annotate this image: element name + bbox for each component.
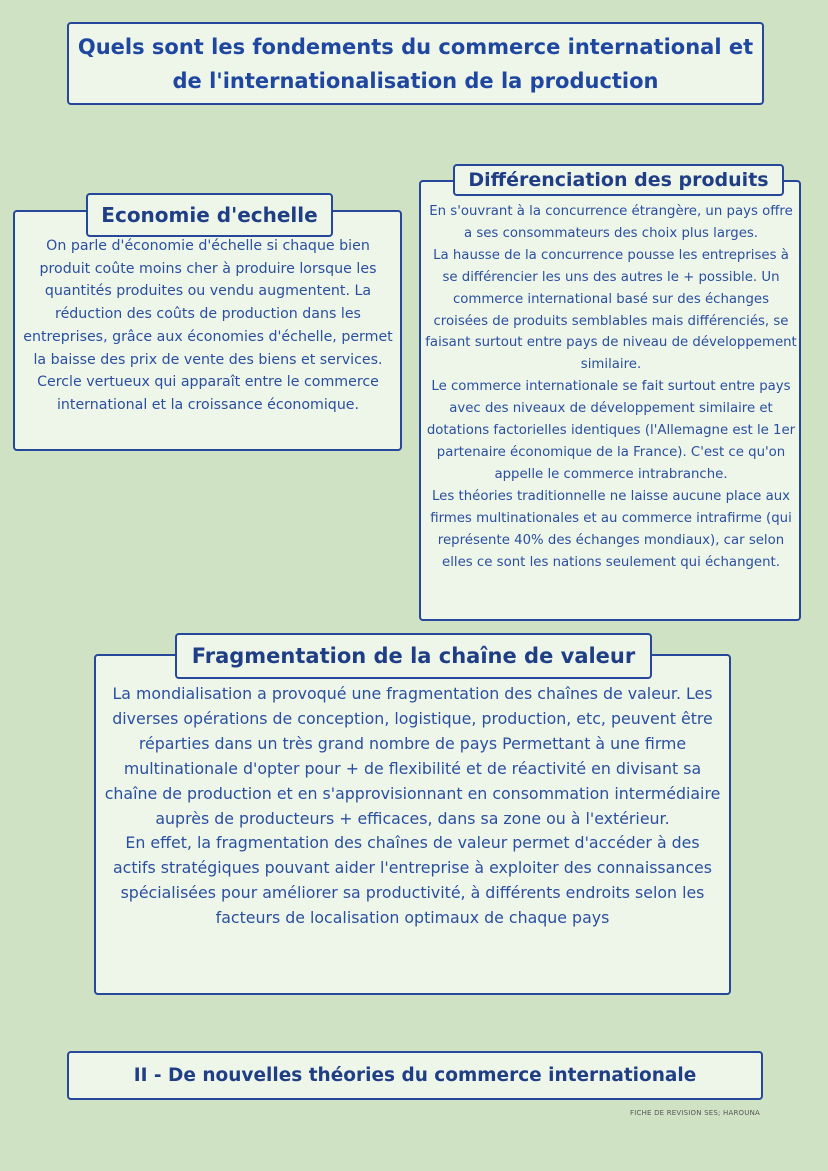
page-title-box [67, 22, 764, 105]
differenciation-text [424, 201, 798, 573]
differenciation-paragraph: Le commerce internationale se fait surtout entre pays avec des niveaux de développement similaire et dotations factorielles identiques (l'Allemagne est le 1er partenaire économique de la France). C'est ce qu'on appelle le commerce intrabranche. [426, 379, 796, 482]
economie-echelle-text: On parle d'économie d'échelle si chaque bien produit coûte moins cher à produire lorsque les quantités produites ou vendu augmentent. La réduction des coûts de production dans les entreprises, grâce aux économies d'échelle, permet la baisse des prix de vente des biens et services. Cercle vertueux qui apparaît entre le commerce international et la croissance économique. [23, 238, 393, 413]
fragmentation-text [102, 682, 723, 931]
fragmentation-paragraph: La mondialisation a provoqué une fragmentation des chaînes de valeur. Les diverses opérations de conception, logistique, production, etc, peuvent être réparties dans un très grand nombre de pays Permettant à une firme multinationale d'opter pour + de flexibilité et de réactivité en divisant sa chaîne de production et en s'approvisionnant en consommation intermédiaire auprès de producteurs + efficaces, dans sa zone ou à l'extérieur. [104, 684, 721, 828]
differenciation-paragraph: En s'ouvrant à la concurrence étrangère, un pays offre a ses consommateurs des choix plus larges. [429, 204, 793, 241]
economie-echelle-heading: Economie d'echelle [86, 193, 333, 237]
section-ii-box [67, 1051, 763, 1100]
fragmentation-paragraph: En effet, la fragmentation des chaînes de valeur permet d'accéder à des actifs stratégiques pouvant aider l'entreprise à exploiter des connaissances spécialisées pour améliorer sa productivité, à différents endroits selon les facteurs de localisation optimaux de chaque pays [112, 833, 712, 928]
fragmentation-heading: Fragmentation de la chaîne de valeur [175, 633, 652, 679]
differenciation-paragraph: Les théories traditionnelle ne laisse aucune place aux firmes multinationales et au commerce intrafirme (qui représente 40% des échanges mondiaux), car selon elles ce sont les nations seulement qui échangent. [430, 488, 792, 570]
credit-text: FICHE DE REVISION SES; HAROUNA [629, 1109, 760, 1117]
page-title: Quels sont les fondements du commerce international et de l'internationalisation de la production [77, 34, 754, 93]
section-ii-heading: II - De nouvelles théories du commerce internationale [133, 1065, 697, 1086]
differenciation-paragraph: La hausse de la concurrence pousse les entreprises à se différencier les uns des autres le + possible. Un commerce international basé sur des échanges croisées de produits semblables mais différenciés, se faisant surtout entre pays de niveau de développement similaire. [425, 247, 797, 373]
differenciation-heading: Différenciation des produits [453, 164, 784, 196]
